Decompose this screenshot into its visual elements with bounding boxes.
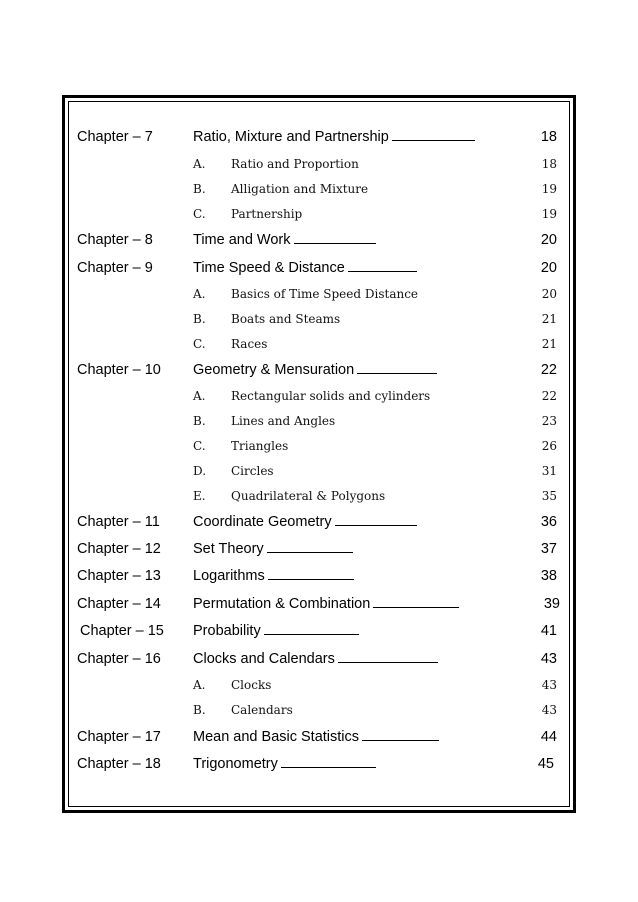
page-number: 37 xyxy=(540,541,557,557)
page-number: 21 xyxy=(541,312,557,326)
page-number: 36 xyxy=(540,514,557,530)
chapter-label: Chapter – 18 xyxy=(77,756,161,772)
page-number: 39 xyxy=(543,596,560,612)
page-number: 20 xyxy=(540,260,557,276)
subsection-title: Races xyxy=(231,337,268,351)
chapter-title: Clocks and Calendars xyxy=(193,651,438,667)
chapter-title: Coordinate Geometry xyxy=(193,514,417,530)
page-number: 31 xyxy=(541,464,557,478)
page-number: 44 xyxy=(540,729,557,745)
subsection-letter: C. xyxy=(193,439,206,453)
page-number: 22 xyxy=(540,362,557,378)
chapter-label: Chapter – 14 xyxy=(77,596,161,612)
subsection-letter: E. xyxy=(193,489,206,503)
page-number: 20 xyxy=(540,232,557,248)
page-number: 43 xyxy=(541,703,557,717)
subsection-letter: A. xyxy=(193,287,206,301)
chapter-title: Probability xyxy=(193,623,359,639)
chapter-title: Geometry & Mensuration xyxy=(193,362,437,378)
subsection-letter: A. xyxy=(193,157,206,171)
page-number: 21 xyxy=(541,337,557,351)
page-number: 43 xyxy=(540,651,557,667)
page-number: 43 xyxy=(541,678,557,692)
chapter-title: Ratio, Mixture and Partnership xyxy=(193,129,475,145)
page-number: 35 xyxy=(541,489,557,503)
subsection-letter: C. xyxy=(193,337,206,351)
subsection-title: Lines and Angles xyxy=(231,414,336,428)
chapter-label: Chapter – 11 xyxy=(77,514,160,530)
chapter-title: Logarithms xyxy=(193,568,354,584)
page-number: 38 xyxy=(540,568,557,584)
page-number: 23 xyxy=(541,414,557,428)
subsection-title: Circles xyxy=(231,464,274,478)
subsection-letter: B. xyxy=(193,414,206,428)
subsection-title: Partnership xyxy=(231,207,303,221)
subsection-letter: A. xyxy=(193,678,206,692)
subsection-title: Rectangular solids and cylinders xyxy=(231,389,431,403)
subsection-title: Calendars xyxy=(231,703,293,717)
chapter-title: Time Speed & Distance xyxy=(193,260,417,276)
chapter-label: Chapter – 16 xyxy=(77,651,161,667)
page-number: 41 xyxy=(540,623,557,639)
subsection-title: Triangles xyxy=(231,439,289,453)
subsection-letter: A. xyxy=(193,389,206,403)
subsection-title: Clocks xyxy=(231,678,272,692)
chapter-label: Chapter – 12 xyxy=(77,541,161,557)
page-number: 18 xyxy=(541,157,557,171)
subsection-title: Ratio and Proportion xyxy=(231,157,359,171)
chapter-title: Set Theory xyxy=(193,541,353,557)
page-number: 45 xyxy=(537,756,554,772)
page-number: 18 xyxy=(540,129,557,145)
subsection-title: Quadrilateral & Polygons xyxy=(231,489,386,503)
chapter-label: Chapter – 10 xyxy=(77,362,161,378)
page-number: 19 xyxy=(541,207,557,221)
chapter-label: Chapter – 7 xyxy=(77,129,153,145)
subsection-letter: B. xyxy=(193,703,206,717)
subsection-letter: D. xyxy=(193,464,207,478)
chapter-label: Chapter – 9 xyxy=(77,260,153,276)
chapter-title: Mean and Basic Statistics xyxy=(193,729,439,745)
chapter-title: Trigonometry xyxy=(193,756,376,772)
subsection-letter: B. xyxy=(193,182,206,196)
chapter-label: Chapter – 13 xyxy=(77,568,161,584)
subsection-title: Alligation and Mixture xyxy=(231,182,369,196)
chapter-label: Chapter – 15 xyxy=(80,623,164,639)
chapter-label: Chapter – 8 xyxy=(77,232,153,248)
chapter-title: Time and Work xyxy=(193,232,376,248)
subsection-title: Basics of Time Speed Distance xyxy=(231,287,419,301)
page-number: 20 xyxy=(541,287,557,301)
subsection-letter: C. xyxy=(193,207,206,221)
page-number: 19 xyxy=(541,182,557,196)
chapter-label: Chapter – 17 xyxy=(77,729,161,745)
subsection-title: Boats and Steams xyxy=(231,312,341,326)
chapter-title: Permutation & Combination xyxy=(193,596,459,612)
subsection-letter: B. xyxy=(193,312,206,326)
page-number: 22 xyxy=(541,389,557,403)
page-number: 26 xyxy=(541,439,557,453)
